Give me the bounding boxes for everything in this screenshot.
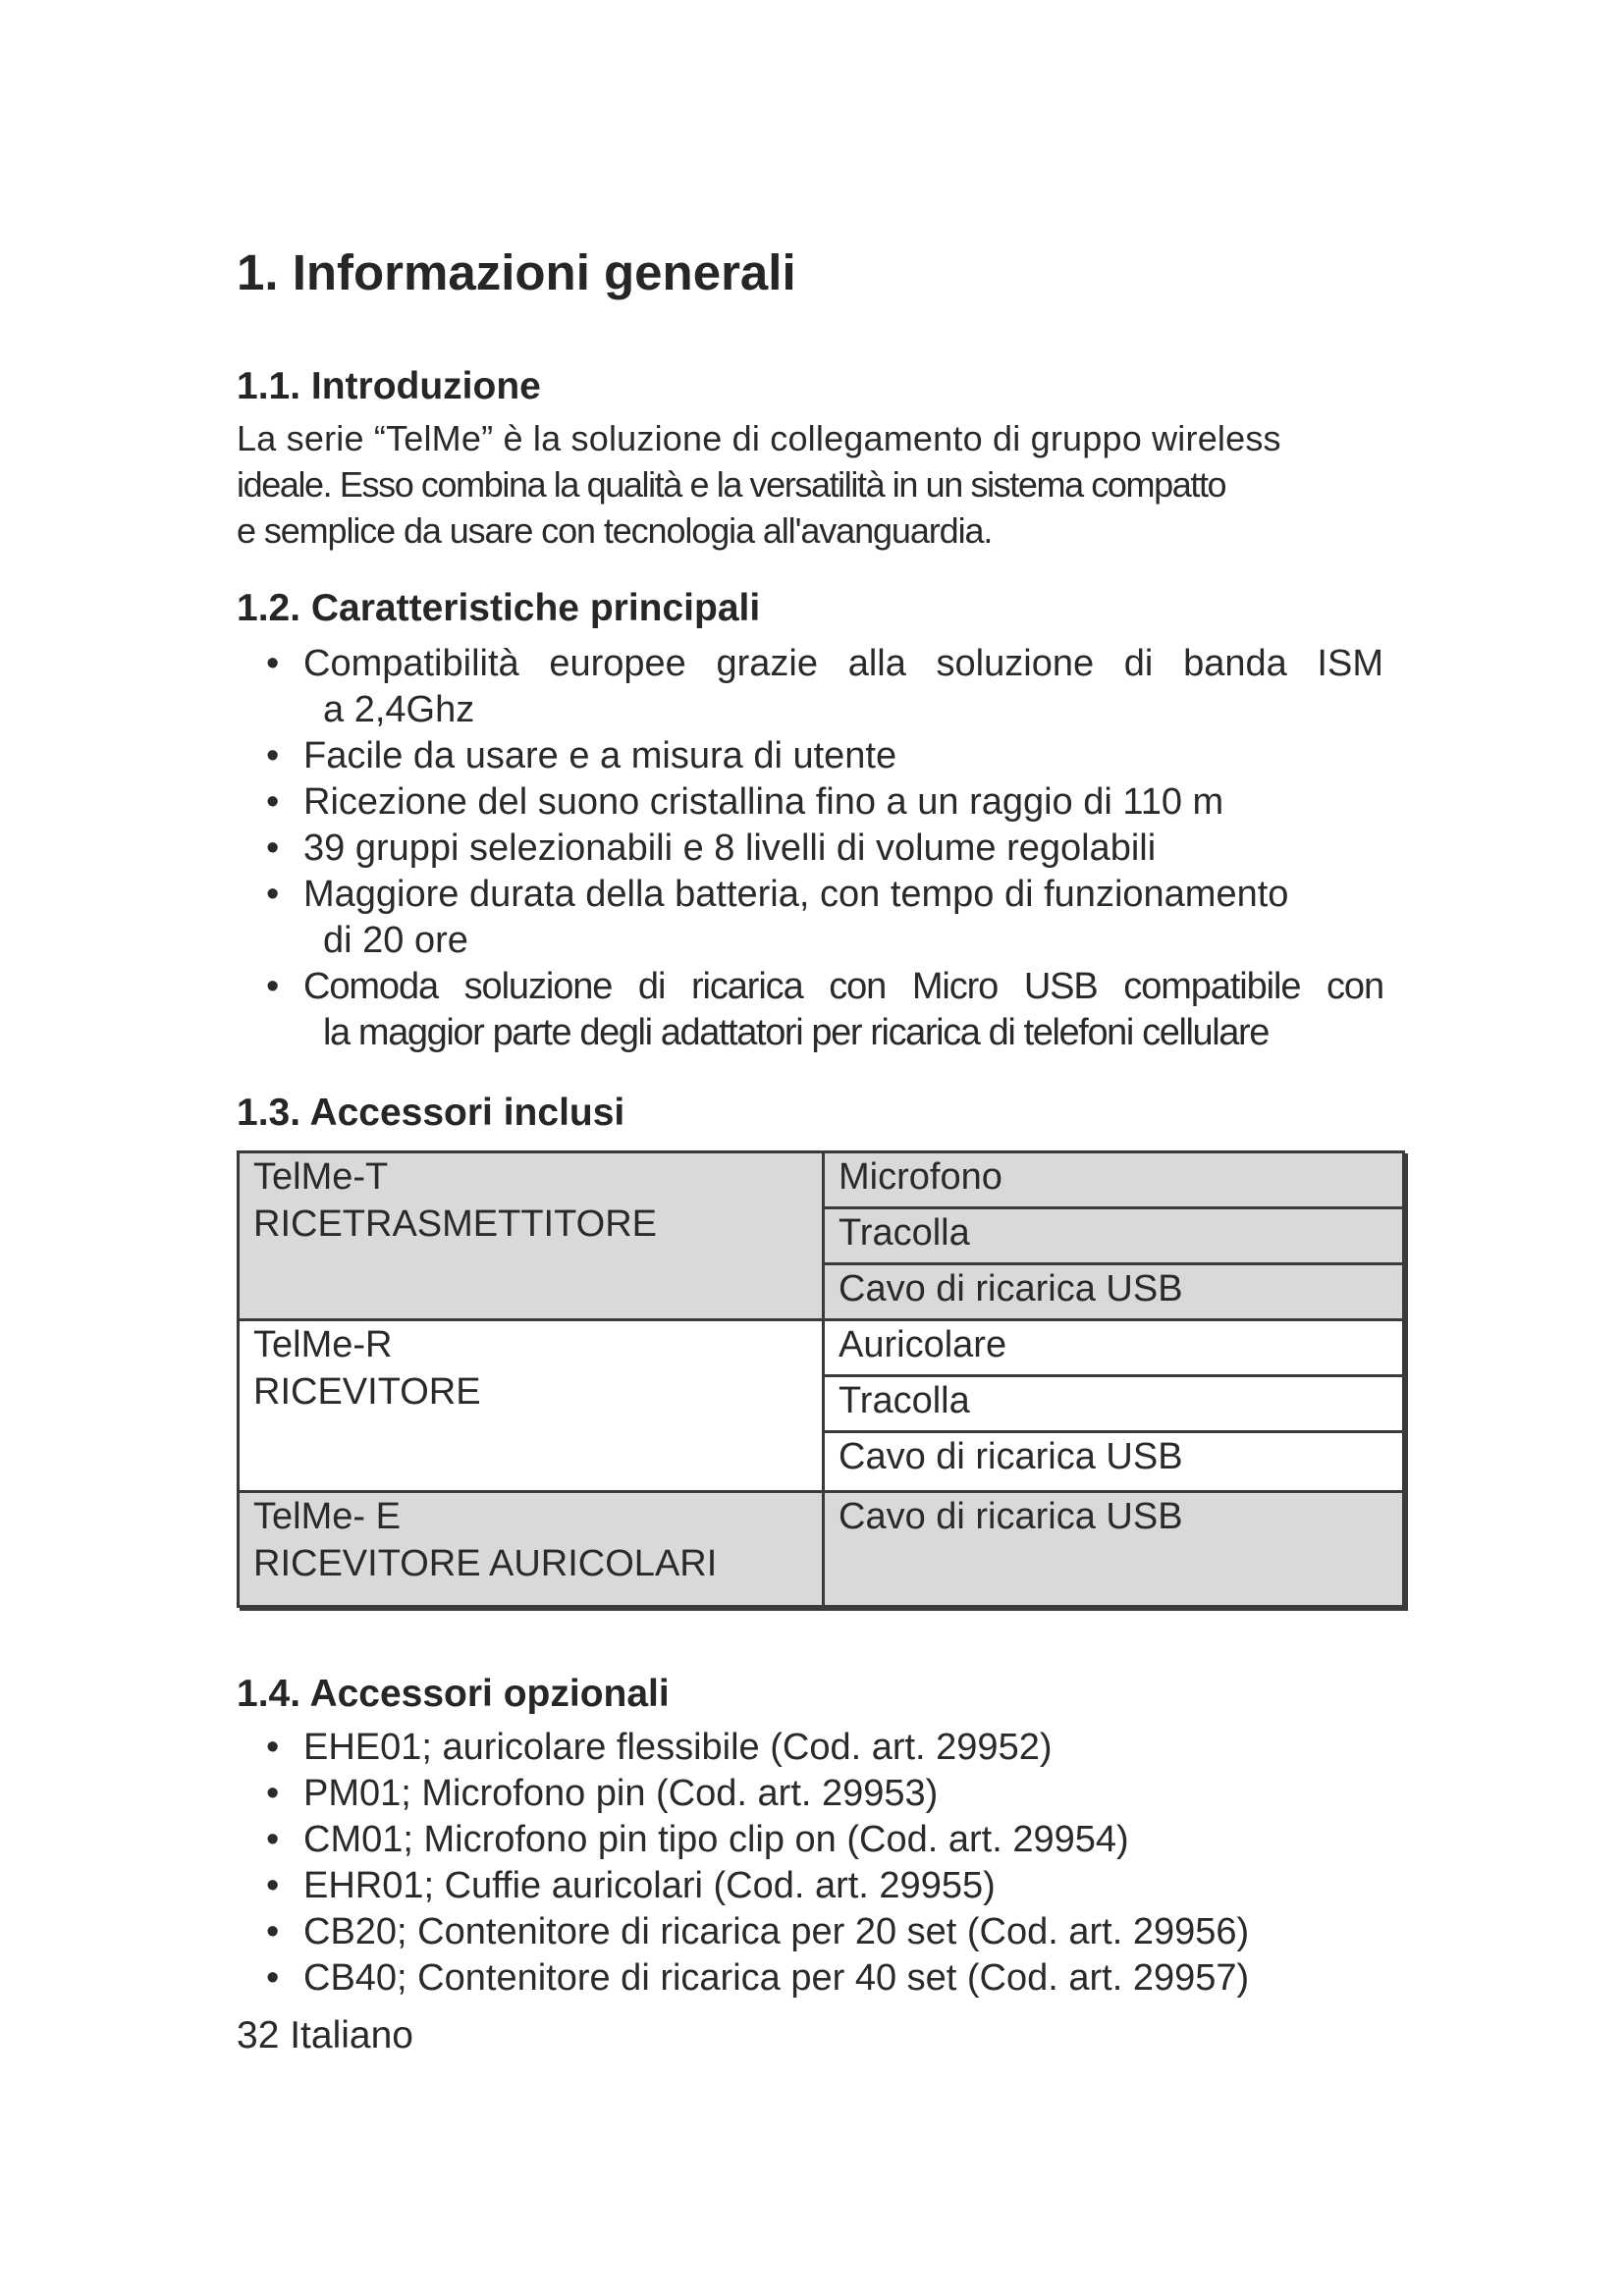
device-model: TelMe-T	[253, 1156, 389, 1198]
list-item-text: Compatibilità europee grazie alla soluzione di banda ISM	[303, 643, 1383, 684]
intro-paragraph	[237, 415, 1405, 554]
list-item-text: EHE01; auricolare flessibile (Cod. art. 29952)	[303, 1727, 1053, 1768]
included-accessories-table	[237, 1150, 1405, 1608]
section-title: 1. Informazioni generali	[237, 244, 796, 300]
list-item	[237, 641, 1405, 733]
bullet-icon: •	[266, 1865, 280, 1906]
features-heading: 1.2. Caratteristiche principali	[237, 587, 761, 629]
bullet-icon: •	[266, 1727, 280, 1768]
bullet-icon: •	[266, 1819, 280, 1860]
accessory-cell: Cavo di ricarica USB	[824, 1432, 1404, 1492]
bullet-icon: •	[266, 643, 280, 684]
list-item	[237, 964, 1405, 1056]
list-item-text: CB40; Contenitore di ricarica per 40 set (Cod. art. 29957)	[303, 1957, 1250, 1999]
bullet-icon: •	[266, 781, 280, 823]
list-item	[237, 733, 1405, 779]
table-row	[239, 1320, 1404, 1376]
features-list	[237, 641, 1405, 1056]
table-row	[239, 1492, 1404, 1607]
list-item	[237, 1909, 1405, 1955]
list-item-text: CB20; Contenitore di ricarica per 20 set (Cod. art. 29956)	[303, 1911, 1250, 1952]
device-type: RICEVITORE AURICOLARI	[253, 1543, 718, 1584]
list-item	[237, 1955, 1405, 2002]
list-item	[237, 1863, 1405, 1909]
list-item-continuation: di 20 ore	[323, 920, 468, 961]
device-cell	[239, 1320, 824, 1492]
intro-line: La serie “TelMe” è la soluzione di collegamento di gruppo wireless	[237, 418, 1281, 458]
list-item	[237, 872, 1405, 964]
device-model: TelMe- E	[253, 1496, 401, 1537]
accessory-cell: Cavo di ricarica USB	[824, 1492, 1404, 1607]
intro-line: e semplice da usare con tecnologia all'avanguardia.	[237, 510, 993, 551]
device-cell	[239, 1492, 824, 1607]
included-heading: 1.3. Accessori inclusi	[237, 1092, 625, 1134]
bullet-icon: •	[266, 874, 280, 915]
bullet-icon: •	[266, 1773, 280, 1814]
list-item-text: Ricezione del suono cristallina fino a un raggio di 110 m	[303, 781, 1224, 823]
list-item	[237, 1817, 1405, 1863]
accessory-cell: Tracolla	[824, 1376, 1404, 1432]
list-item-text: EHR01; Cuffie auricolari (Cod. art. 29955)	[303, 1865, 996, 1906]
list-item-text: Comoda soluzione di ricarica con Micro USB compatibile con	[303, 966, 1383, 1007]
intro-heading: 1.1. Introduzione	[237, 365, 541, 407]
accessory-cell: Cavo di ricarica USB	[824, 1264, 1404, 1320]
accessory-cell: Auricolare	[824, 1320, 1404, 1376]
device-type: RICEVITORE	[253, 1371, 481, 1413]
list-item	[237, 779, 1405, 826]
list-item-text: CM01; Microfono pin tipo clip on (Cod. art. 29954)	[303, 1819, 1129, 1860]
list-item	[237, 826, 1405, 872]
intro-line: ideale. Esso combina la qualità e la versatilità in un sistema compatto	[237, 464, 1226, 505]
bullet-icon: •	[266, 828, 280, 869]
bullet-icon: •	[266, 1957, 280, 1999]
bullet-icon: •	[266, 966, 280, 1007]
list-item-continuation: la maggior parte degli adattatori per ricarica di telefoni cellulare	[323, 1012, 1270, 1053]
list-item	[237, 1771, 1405, 1817]
list-item-text: Maggiore durata della batteria, con tempo di funzionamento	[303, 874, 1289, 915]
device-cell	[239, 1152, 824, 1320]
device-type: RICETRASMETTITORE	[253, 1203, 657, 1245]
accessory-cell: Tracolla	[824, 1208, 1404, 1264]
bullet-icon: •	[266, 1911, 280, 1952]
list-item-text: PM01; Microfono pin (Cod. art. 29953)	[303, 1773, 939, 1814]
list-item	[237, 1725, 1405, 1771]
table-row	[239, 1152, 1404, 1208]
bullet-icon: •	[266, 735, 280, 776]
page-footer: 32 Italiano	[237, 2014, 413, 2056]
optional-list	[237, 1725, 1405, 2002]
optional-heading: 1.4. Accessori opzionali	[237, 1673, 670, 1715]
list-item-continuation: a 2,4Ghz	[323, 689, 475, 730]
list-item-text: Facile da usare e a misura di utente	[303, 735, 897, 776]
accessory-cell: Microfono	[824, 1152, 1404, 1208]
list-item-text: 39 gruppi selezionabili e 8 livelli di volume regolabili	[303, 828, 1157, 869]
device-model: TelMe-R	[253, 1324, 393, 1365]
